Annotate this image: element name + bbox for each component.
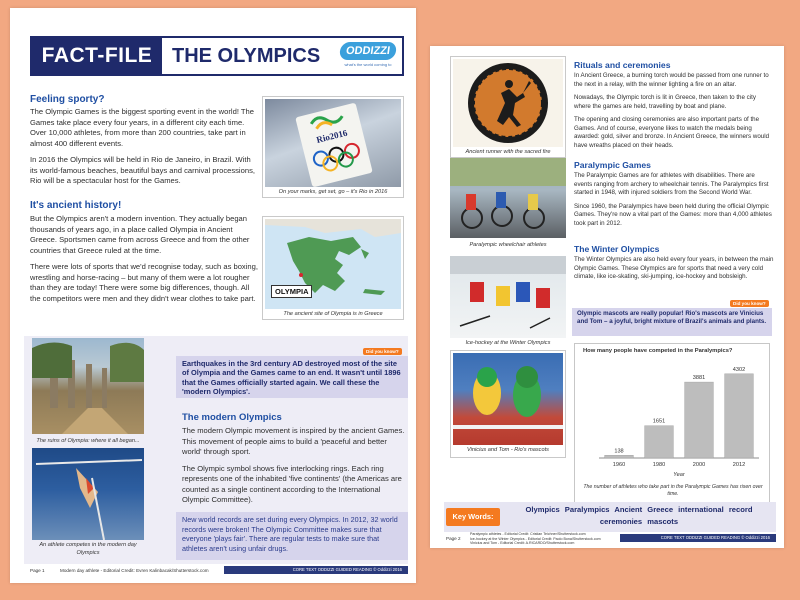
callout-text: Olympic mascots are really popular! Rio's mascots are Vinicius and Tom – a joyful, bright mixture of Brazil's animals and plants. (577, 310, 767, 325)
paralympic-text (574, 172, 774, 233)
rio-photo-caption: On your marks, get set, go – it's Rio in 2016 (278, 189, 388, 195)
ancient-history-text (30, 214, 258, 310)
paragraph: Nowadays, the Olympic torch is lit in Greece, then taken to the city where the games are held, travelling by boat and plane. (574, 94, 756, 110)
rio-banner (295, 103, 373, 187)
wheelchair-photo (450, 158, 566, 238)
heading-winter-olympics: The Winter Olympics (574, 244, 660, 254)
athlete-caption: An athlete competes in the modern day Olympics (39, 542, 137, 556)
chart-tick-label: 2000 (692, 462, 706, 468)
ancient-runner-graphic (453, 59, 563, 147)
heading-feeling-sporty: Feeling sporty? (30, 94, 105, 105)
ruins-columns-graphic (32, 338, 144, 434)
paragraph: The Winter Olympics are also held every four years, in between the main Olympic Games. These Olympics are for sports that need a very cold climate, like ice-skating, ski-jumping, ice-hockey and bobsleigh. (574, 256, 774, 280)
paragraph: The Paralympic Games are for athletes with disabilities. There are events ranging from archery to wheelchair tennis. The Paralympics first started in 1948, with injured soldiers from the Second World War. (574, 172, 769, 196)
hockey-caption: Ice-hockey at the Winter Olympics (465, 340, 551, 346)
paragraph: But the Olympics aren't a modern invention. They actually began thousands of years ago, in a place called Olympia in Ancient Greece. Sportsmen came from across Greece and from the other countries that Greece ruled at the time. (30, 214, 250, 255)
mascots-photo-frame (450, 350, 566, 458)
rio-banner-text: Rio2016 (315, 127, 349, 145)
callout-text: Earthquakes in the 3rd century AD destroyed most of the site of Olympia and the Games came to an end. It wasn't until 1896 that the Games officially started again. We call these the 'modern Olympics'. (182, 359, 401, 397)
logo-wordmark: ODDIZZI (339, 42, 398, 60)
key-words-label: Key Words: (446, 508, 500, 526)
mascots-caption: Vinicius and Tom - Rio's mascots (467, 447, 549, 453)
key-words-list: Olympics Paralympics Ancient Greece international record ceremonies mascots (525, 505, 753, 526)
paragraph: The Olympic Games is the biggest sporting event in the world! The Games take place every four years, in a different city each time. Over 10,000 athletes, from more than 200 countries, take part in almost 400 different events. (30, 107, 254, 148)
winter-olympics-text (574, 256, 774, 287)
photo-credits (470, 532, 601, 546)
did-you-know-callout (176, 356, 408, 398)
paragraph: Since 1960, the Paralympics have been held during the official Olympic Games. They're now a vital part of the Games: more than 4,000 athletes took part in 2012. (574, 202, 772, 227)
heading-modern-olympics: The modern Olympics (182, 412, 282, 423)
records-box (176, 512, 408, 560)
chart-bar (645, 426, 674, 458)
chart-bar (725, 374, 754, 458)
greece-map-frame (262, 216, 404, 320)
paragraph: The opening and closing ceremonies are also important parts of the Games. And of course, everyone likes to watch the medals being awarded: gold, silver and bronze. In Ancient Greece, the winners would have wreaths placed on their heads. (574, 116, 770, 149)
rituals-text (574, 72, 774, 155)
map-label-olympia: OLYMPIA (271, 285, 312, 298)
chart-data-label: 3881 (692, 375, 706, 382)
chart-x-label: Year (673, 472, 685, 478)
map-caption: The ancient site of Olympia is in Greece (283, 311, 383, 317)
mascots-graphic (453, 353, 563, 445)
chart-title: How many people have competed in the Paralympics? (583, 348, 733, 354)
torch-photo (453, 59, 563, 147)
wheelchair-caption: Paralympic wheelchair athletes (469, 242, 547, 248)
torch-photo-frame (450, 56, 566, 158)
heading-paralympic: Paralympic Games (574, 160, 651, 170)
paralympics-chart (574, 343, 770, 513)
chart-tick-label: 2012 (732, 462, 746, 468)
chart-bar (685, 382, 714, 458)
modern-olympics-text (182, 426, 406, 512)
pole-vault-graphic (32, 448, 144, 540)
wheelchair-athletes-graphic (450, 158, 566, 238)
paragraph: The modern Olympic movement is inspired by the ancient Games. This movement of people aims to build a 'peaceful and better world' through sport. (182, 426, 405, 456)
credit-line: Vinicius and Tom - Editorial Credit: A.RICARDO/Shutterstock.com (470, 541, 575, 546)
chart-data-label: 1651 (652, 418, 666, 425)
chart-data-label: 138 (614, 448, 624, 455)
oddizzi-logo (340, 42, 396, 70)
page-number: Page 1 (30, 568, 45, 573)
footer-copyright: CORE TEXT ODDIZZI GUIDED READING © Oddizzi 2016 (292, 567, 402, 572)
chart-tick-label: 1980 (652, 462, 666, 468)
paragraph: In Ancient Greece, a burning torch would be passed from one runner to the next in a relay, with the winner lighting a fire on an altar. (574, 72, 769, 88)
page-1 (10, 8, 416, 583)
greece-map (265, 219, 401, 309)
ruins-photo (32, 338, 144, 434)
fact-file-header (30, 36, 404, 76)
chart-tick-label: 1960 (612, 462, 626, 468)
page-number: Page 2 (446, 536, 461, 541)
rio-photo-frame (262, 96, 404, 198)
records-text: New world records are set during every Olympics. In 2012, 32 world records were broken! The Olympic Committee makes sure that everyone 'plays fair'. There are regular tests to make sure that athletes aren't using unfair drugs. (182, 515, 398, 553)
hockey-photo (450, 256, 566, 338)
ice-hockey-graphic (450, 256, 566, 338)
chart-caption: The number of athletes who take part in the Paralympic Games has risen over time. (583, 484, 763, 497)
credit-line: Paralympic athletes - Editorial Credit: Cristian Teichner/Shutterstock.com (470, 532, 586, 536)
page-title: THE OLYMPICS (172, 45, 321, 67)
mascots-photo (453, 353, 563, 445)
did-you-know-tag: Did you know? (363, 348, 402, 355)
footer-copyright: CORE TEXT ODDIZZI GUIDED READING © Oddizzi 2016 (660, 535, 770, 540)
did-you-know-tag: Did you know? (730, 300, 769, 307)
fact-file-label: FACT-FILE (32, 38, 162, 74)
footer-bar (224, 566, 408, 574)
paragraph: In 2016 the Olympics will be held in Rio de Janeiro, in Brazil. With its world-famous beaches, beautiful bays and carnival processions, Rio will be a spectacular host for the Games. (30, 155, 255, 185)
chart-bar (605, 455, 634, 458)
feeling-sporty-text (30, 107, 258, 193)
paragraph: The Olympic symbol shows five interlocking rings. Each ring represents one of the inhabited 'five continents' (the Americas are counted as a single continent according to the International Olympic Committee). (182, 463, 402, 504)
athlete-photo (32, 448, 144, 540)
heading-ancient-history: It's ancient history! (30, 200, 122, 211)
torch-caption: Ancient runner with the sacred fire (465, 149, 551, 155)
chart-data-label: 4302 (732, 366, 746, 373)
credit-line: Ice-hockey at the Winter Olympics - Editorial Credit: Paolo Bona/Shutterstock.com (470, 536, 601, 541)
ruins-caption: The ruins of Olympia: where it all began... (36, 438, 140, 444)
footer-bar (620, 534, 776, 542)
logo-tagline: what's the world coming to (344, 62, 392, 67)
did-you-know-callout (572, 308, 772, 336)
olympic-rings-icon (295, 103, 373, 187)
rio-photo (265, 99, 401, 187)
page-2 (430, 46, 784, 548)
photo-credit: Modern day athlete - Editorial Credit: Evren Kalinbacak/Shutterstock.com (60, 568, 209, 573)
paragraph: There were lots of sports that we'd recognise today, such as boxing, wrestling and horse-racing – but many of them were a lot rougher than they are today! There were some big differences, though. All the competitors were men and they didn't wear clothes to take part. (30, 262, 258, 303)
heading-rituals: Rituals and ceremonies (574, 60, 671, 70)
